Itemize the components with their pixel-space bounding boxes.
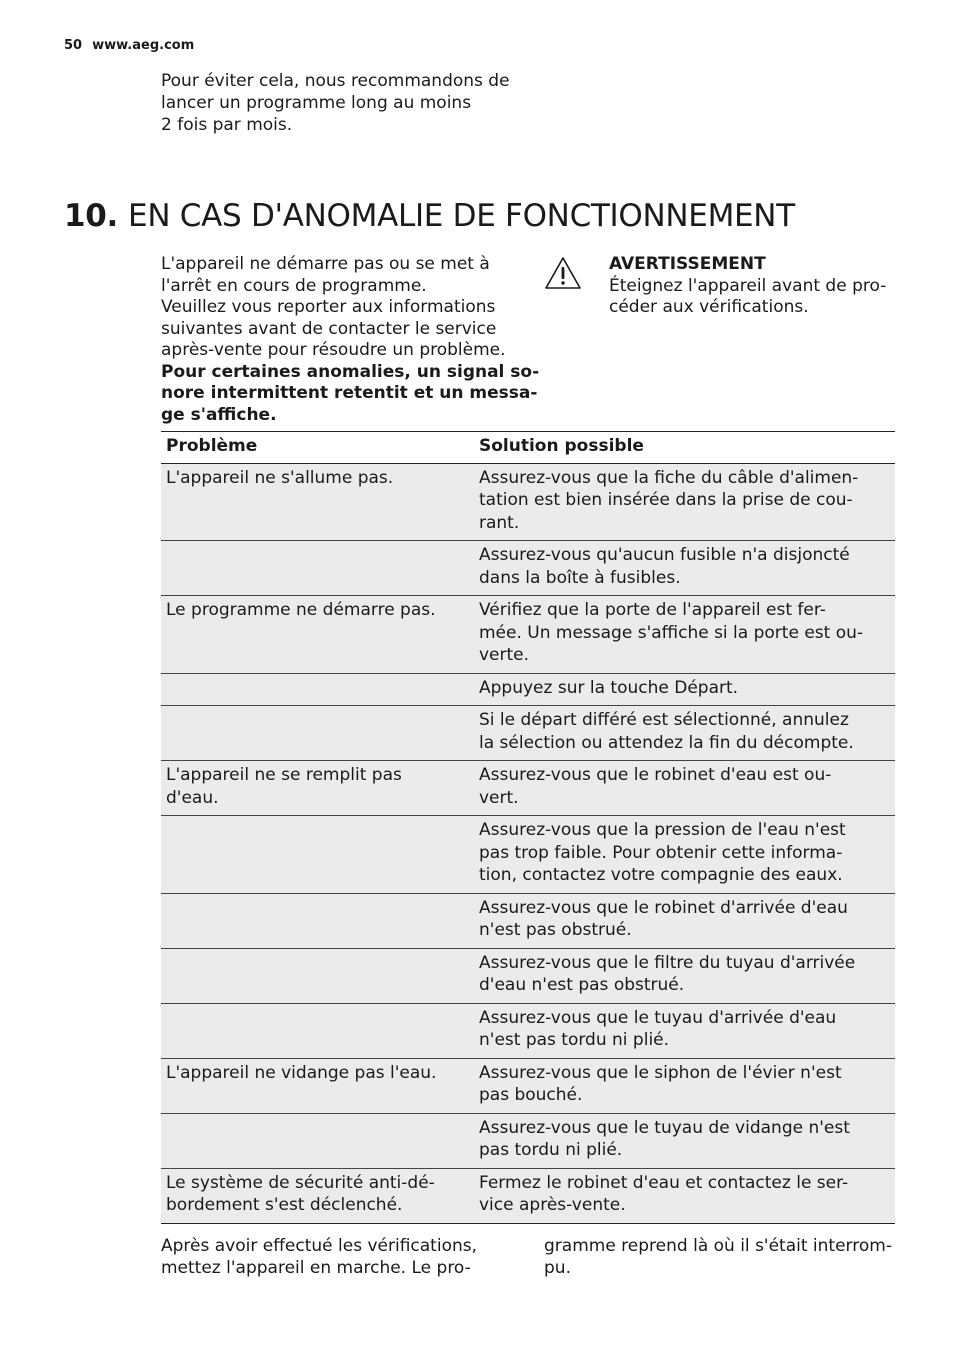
solution-cell (474, 816, 895, 894)
warning-triangle-icon (544, 256, 582, 290)
table-row (161, 761, 895, 816)
footer-line: pu. (544, 1258, 571, 1278)
solution-text: Assurez-vous que le robinet d'eau est ou- (479, 765, 832, 785)
section-number: 10. (64, 198, 119, 234)
solution-text: d'eau n'est pas obstrué. (479, 975, 685, 995)
problem-text: Le programme ne démarre pas. (166, 600, 436, 620)
table-row (161, 1058, 895, 1113)
description-paragraph (161, 254, 540, 426)
website-link[interactable]: www.aeg.com (92, 38, 195, 53)
solution-text: Si le départ différé est sélectionné, annulez (479, 710, 849, 730)
solution-text: Assurez-vous que la fiche du câble d'alimen- (479, 467, 859, 488)
warning-box (609, 254, 909, 319)
table-row (161, 948, 895, 1003)
solution-text: n'est pas tordu ni plié. (479, 1030, 670, 1050)
description-line: L'appareil ne démarre pas ou se met à (161, 254, 490, 274)
problem-cell (161, 1058, 474, 1113)
table-header-row (161, 432, 895, 464)
table-row (161, 673, 895, 706)
problem-text: L'appareil ne vidange pas l'eau. (166, 1062, 437, 1083)
solution-text: mée. Un message s'affiche si la porte est ou- (479, 622, 864, 643)
table-row (161, 816, 895, 894)
solution-text: Assurez-vous que le tuyau d'arrivée d'eau (479, 1007, 837, 1028)
warning-line: céder aux vérifications. (609, 297, 809, 317)
page-number: 50 (64, 38, 83, 53)
solution-text: Appuyez sur la touche Départ. (479, 677, 739, 698)
problem-cell (161, 893, 474, 948)
solution-cell (474, 1168, 895, 1223)
solution-text: tion, contactez votre compagnie des eaux. (479, 865, 843, 885)
table-row (161, 463, 895, 541)
solution-cell (474, 463, 895, 541)
solution-text: pas trop faible. Pour obtenir cette informa- (479, 842, 843, 863)
footer-line: Après avoir effectué les vérifications, (161, 1236, 478, 1256)
solution-cell (474, 1113, 895, 1168)
problem-text: d'eau. (166, 787, 219, 808)
solution-text: pas tordu ni plié. (479, 1140, 623, 1160)
solution-text: Assurez-vous que le siphon de l'évier n'est (479, 1062, 842, 1083)
troubleshooting-table (161, 431, 895, 1224)
problem-cell (161, 816, 474, 894)
header-problem: Problème (161, 432, 474, 464)
footer-line: gramme reprend là où il s'était interrom- (544, 1236, 892, 1256)
problem-cell (161, 761, 474, 816)
solution-cell (474, 673, 895, 706)
description-line: Veuillez vous reporter aux informations (161, 297, 496, 317)
solution-text: Assurez-vous que le robinet d'arrivée d'eau (479, 897, 848, 918)
solution-text: rant. (479, 512, 520, 533)
problem-cell (161, 1003, 474, 1058)
footer-right-paragraph (544, 1235, 904, 1279)
solution-cell (474, 706, 895, 761)
intro-line: 2 fois par mois. (161, 115, 293, 135)
problem-text: bordement s'est déclenché. (166, 1195, 403, 1215)
solution-text: vice après-vente. (479, 1195, 626, 1215)
solution-text: dans la boîte à fusibles. (479, 567, 681, 588)
section-heading (64, 196, 795, 236)
solution-cell (474, 893, 895, 948)
solution-text: Assurez-vous que le filtre du tuyau d'arrivée (479, 952, 856, 973)
solution-text: pas bouché. (479, 1085, 583, 1105)
solution-text: la sélection ou attendez la fin du décompte. (479, 732, 854, 753)
solution-text: tation est bien insérée dans la prise de cou- (479, 490, 853, 510)
solution-cell (474, 541, 895, 596)
intro-line: Pour éviter cela, nous recommandons de (161, 71, 510, 91)
problem-cell (161, 463, 474, 541)
problem-cell (161, 948, 474, 1003)
table-row (161, 893, 895, 948)
problem-cell (161, 673, 474, 706)
solution-cell (474, 1003, 895, 1058)
section-title: EN CAS D'ANOMALIE DE FONCTIONNEMENT (128, 198, 795, 234)
solution-cell (474, 948, 895, 1003)
description-bold-line: nore intermittent retentit et un messa- (161, 383, 538, 403)
solution-text: verte. (479, 645, 530, 665)
description-bold-line: Pour certaines anomalies, un signal so- (161, 361, 540, 382)
solution-cell (474, 1058, 895, 1113)
solution-text: Vérifiez que la porte de l'appareil est fer- (479, 600, 826, 620)
description-line: l'arrêt en cours de programme. (161, 275, 427, 296)
problem-text: L'appareil ne s'allume pas. (166, 467, 394, 488)
page-header (64, 38, 194, 53)
description-line: suivantes avant de contacter le service (161, 318, 497, 339)
table-row (161, 1003, 895, 1058)
header-solution: Solution possible (474, 432, 895, 464)
solution-cell (474, 761, 895, 816)
solution-text: Assurez-vous que le tuyau de vidange n'est (479, 1117, 850, 1138)
footer-left-paragraph (161, 1235, 491, 1279)
problem-text: L'appareil ne se remplit pas (166, 765, 402, 785)
description-line: après-vente pour résoudre un problème. (161, 340, 506, 360)
table-row (161, 706, 895, 761)
solution-text: Assurez-vous qu'aucun fusible n'a disjoncté (479, 545, 850, 565)
table-row (161, 1113, 895, 1168)
warning-line: Éteignez l'appareil avant de pro- (609, 275, 887, 296)
problem-cell (161, 541, 474, 596)
solution-text: Fermez le robinet d'eau et contactez le ser- (479, 1172, 849, 1193)
table-row (161, 1168, 895, 1223)
problem-cell (161, 1168, 474, 1223)
problem-cell (161, 1113, 474, 1168)
solution-cell (474, 596, 895, 674)
table-row (161, 541, 895, 596)
intro-line: lancer un programme long au moins (161, 93, 472, 113)
solution-text: n'est pas obstrué. (479, 920, 632, 940)
solution-text: Assurez-vous que la pression de l'eau n'est (479, 820, 846, 840)
footer-line: mettez l'appareil en marche. Le pro- (161, 1258, 471, 1278)
intro-paragraph (161, 70, 521, 136)
warning-title: AVERTISSEMENT (609, 254, 766, 274)
problem-cell (161, 596, 474, 674)
problem-text: Le système de sécurité anti-dé- (166, 1172, 435, 1193)
description-bold-line: ge s'affiche. (161, 404, 277, 425)
problem-cell (161, 706, 474, 761)
table-row (161, 596, 895, 674)
solution-text: vert. (479, 787, 519, 808)
